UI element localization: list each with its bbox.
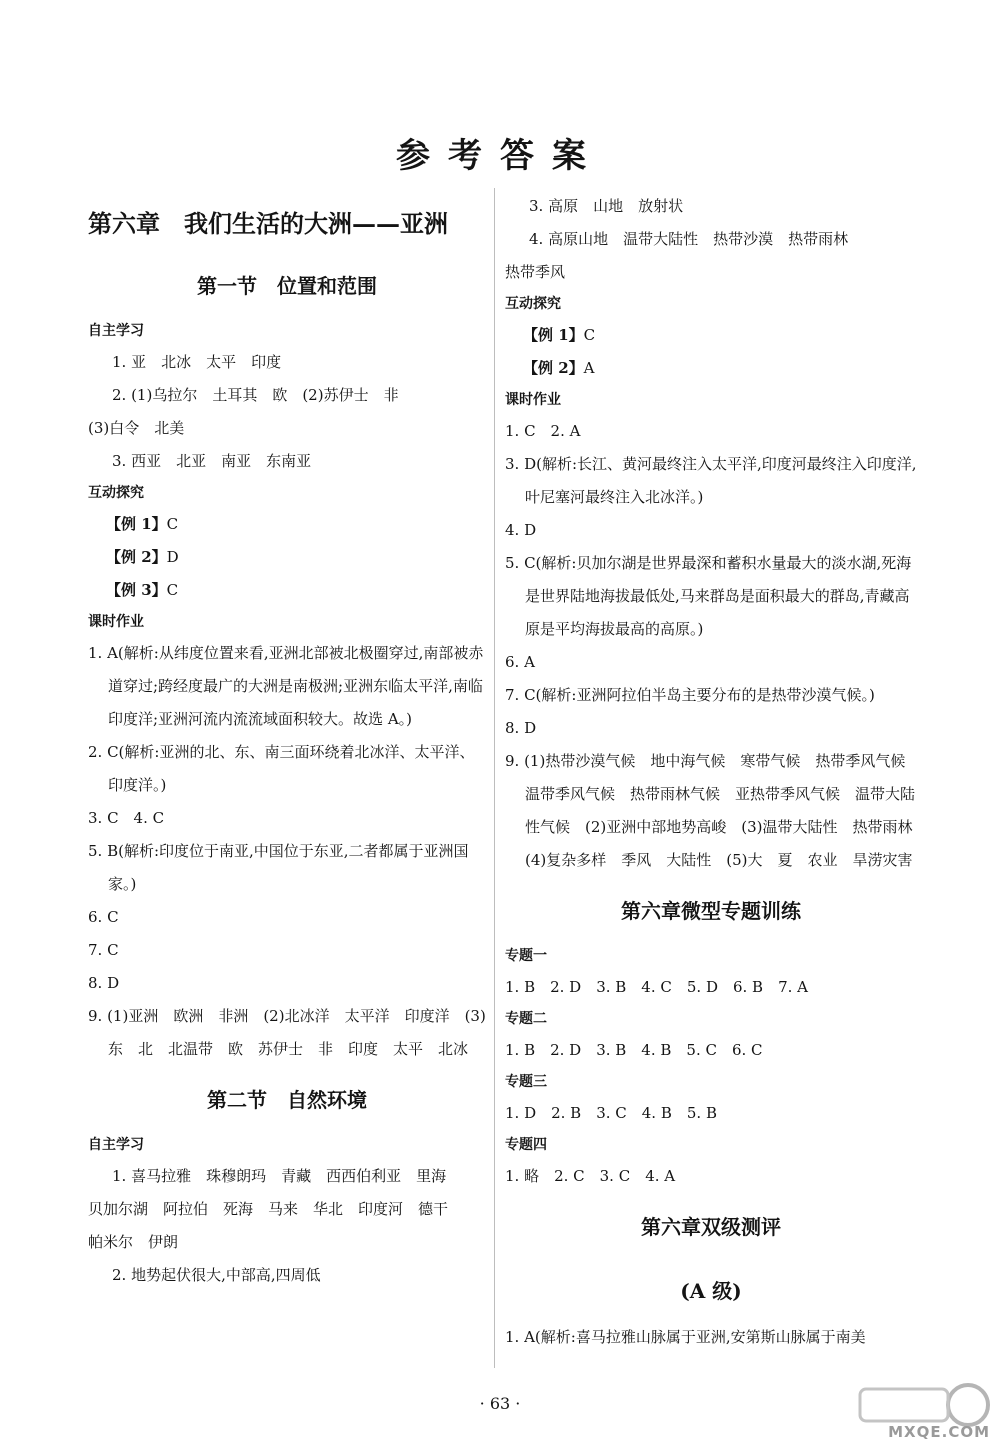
answer-line: 8. D <box>505 719 537 737</box>
answer-line: 9. (1)热带沙漠气候 地中海气候 寒带气候 热带季风气候 温带季风气候 热带雨林气候 亚热带季风气候 温带大陆性气候 (2)亚洲中部地势高峻 (3)温带大陆性 热带雨林 (4)复杂多样 季风 大陆性 (5)大 夏 农业 旱涝灾害 <box>505 752 928 869</box>
answer-line: 5. B(解析:印度位于南亚,中国位于东亚,二者都属于亚洲国家。) <box>88 842 469 893</box>
answer-line: 5. C(解析:贝加尔湖是世界最深和蓄积水量最大的淡水湖,死海是世界陆地海拔最低处,马来群岛是面积最大的群岛,青藏高原是平均海拔最高的高原。) <box>505 554 912 638</box>
page-number: · 63 · <box>479 1394 521 1413</box>
chapter-heading: 第六章 我们生活的大洲——亚洲 <box>88 209 448 238</box>
answer-line: 3. C 4. C <box>88 809 165 827</box>
example-label: 【例 1】 <box>523 326 584 344</box>
answer-line: 6. C <box>88 908 119 926</box>
watermark-logo <box>846 1379 996 1445</box>
answer-line: 1. 亚 北冰 太平 印度 <box>112 353 282 371</box>
answer-line: 2. 地势起伏很大,中部高,四周低 <box>112 1266 321 1284</box>
answer-line: 2. C(解析:亚洲的北、东、南三面环绕着北冰洋、太平洋、印度洋。) <box>88 743 475 794</box>
example-value: C <box>166 515 179 533</box>
subsection-label: 专题三 <box>505 1074 547 1090</box>
answer-line: 1. D 2. B 3. C 4. B 5. B <box>505 1104 717 1122</box>
example-value: C <box>166 581 179 599</box>
example-label: 【例 2】 <box>106 548 167 566</box>
example-value: C <box>583 326 596 344</box>
subsection-label: 专题二 <box>505 1011 547 1027</box>
subsection-label: 课时作业 <box>88 614 144 630</box>
answer-line: 帕米尔 伊朗 <box>88 1233 179 1251</box>
answer-line: 1. A(解析:喜马拉雅山脉属于亚洲,安第斯山脉属于南美 <box>505 1328 866 1346</box>
column-divider <box>494 188 495 1368</box>
answer-line: 1. 略 2. C 3. C 4. A <box>505 1167 676 1185</box>
example-label: 【例 1】 <box>106 515 167 533</box>
answer-line: 3. D(解析:长江、黄河最终注入太平洋,印度河最终注入印度洋,叶尼塞河最终注入北冰洋。) <box>505 455 917 506</box>
example-value: A <box>583 359 595 377</box>
answer-line: 1. A(解析:从纬度位置来看,亚洲北部被北极圈穿过,南部被赤道穿过;跨经度最广的大洲是南极洲;亚洲东临太平洋,南临印度洋;亚洲河流内流流域面积较大。故选 A。) <box>88 644 484 728</box>
answer-line: 4. 高原山地 温带大陆性 热带沙漠 热带雨林 <box>529 230 849 248</box>
subsection-label: 互动探究 <box>505 296 561 312</box>
subsection-label: 互动探究 <box>88 485 144 501</box>
subsection-label: 自主学习 <box>88 1137 144 1153</box>
example-answer <box>88 574 486 607</box>
answer-line: 8. D <box>88 974 120 992</box>
answer-line: 6. A <box>505 653 535 671</box>
answer-line: 7. C(解析:亚洲阿拉伯半岛主要分布的是热带沙漠气候。) <box>505 686 875 704</box>
section-heading: 第六章双级测评 <box>641 1215 781 1239</box>
section-heading: 第二节 自然环境 <box>207 1088 367 1112</box>
answer-line: 1. B 2. D 3. B 4. B 5. C 6. C <box>505 1041 763 1059</box>
subsection-label: 专题一 <box>505 948 547 964</box>
answer-line: 3. 高原 山地 放射状 <box>529 197 684 215</box>
section-heading: (A 级) <box>680 1279 742 1303</box>
example-answer <box>88 541 486 574</box>
subsection-label: 专题四 <box>505 1137 547 1153</box>
answer-line: 3. 西亚 北亚 南亚 东南亚 <box>112 452 312 470</box>
answer-line: 2. (1)乌拉尔 土耳其 欧 (2)苏伊士 非 <box>112 386 399 404</box>
example-label: 【例 3】 <box>106 581 167 599</box>
right-column <box>505 190 928 1354</box>
answer-line: 1. 喜马拉雅 珠穆朗玛 青藏 西西伯利亚 里海 <box>112 1167 447 1185</box>
section-heading: 第六章微型专题训练 <box>621 899 801 923</box>
answer-line: (3)白令 北美 <box>88 419 185 437</box>
page-title: 参考答案 <box>396 136 604 176</box>
answer-line: 贝加尔湖 阿拉伯 死海 马来 华北 印度河 德干 <box>88 1200 449 1218</box>
left-column <box>88 190 486 1292</box>
answer-line: 1. C 2. A <box>505 422 581 440</box>
example-answer <box>88 508 486 541</box>
example-label: 【例 2】 <box>523 359 584 377</box>
subsection-label: 课时作业 <box>505 392 561 408</box>
answer-line: 1. B 2. D 3. B 4. C 5. D 6. B 7. A <box>505 978 808 996</box>
answer-line: 4. D <box>505 521 537 539</box>
answer-line: 9. (1)亚洲 欧洲 非洲 (2)北冰洋 太平洋 印度洋 (3)东 北 北温带 欧 苏伊士 非 印度 太平 北冰 <box>88 1007 486 1058</box>
answer-line: 7. C <box>88 941 119 959</box>
subsection-label: 自主学习 <box>88 323 144 339</box>
section-heading: 第一节 位置和范围 <box>197 274 377 298</box>
example-value: D <box>166 548 179 566</box>
answer-line: 热带季风 <box>505 263 566 281</box>
example-answer <box>505 352 917 385</box>
watermark-domain: MXQE.COM <box>888 1423 990 1441</box>
example-answer <box>505 319 917 352</box>
